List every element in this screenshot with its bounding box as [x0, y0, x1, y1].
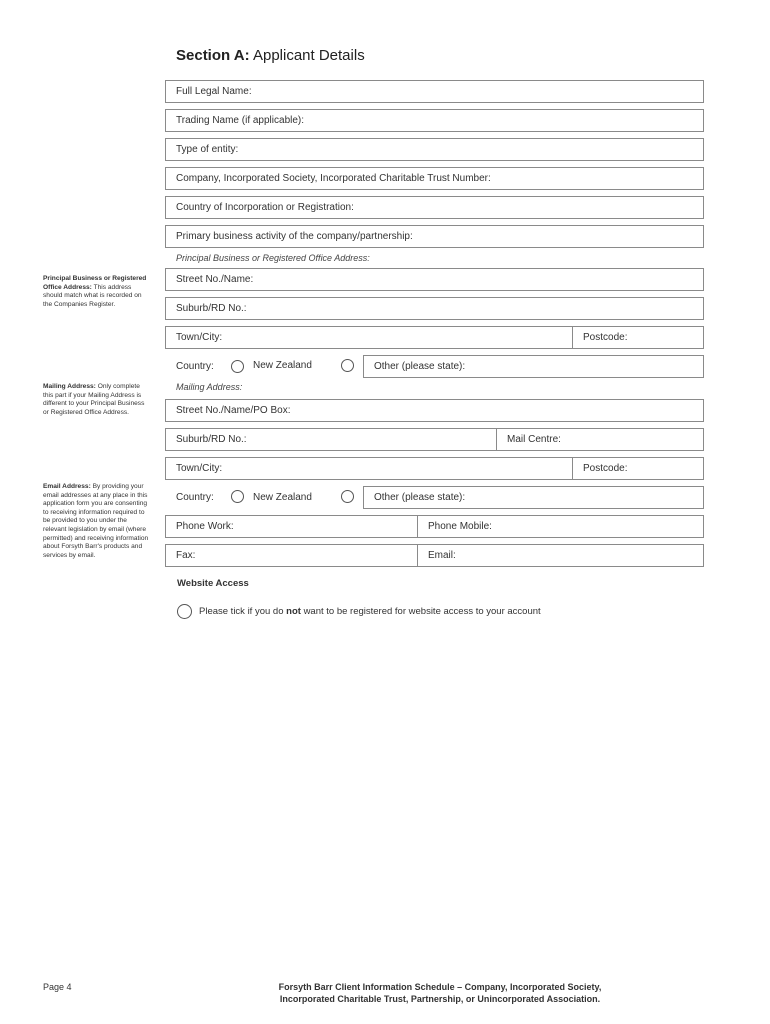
mailing-other-field[interactable] — [363, 486, 704, 509]
full-legal-name-field[interactable] — [165, 80, 704, 103]
section-heading: Applicant Details — [252, 47, 365, 64]
footer-text — [240, 981, 640, 1005]
registration-number-field[interactable] — [165, 167, 704, 190]
mailing-side-note — [43, 383, 151, 417]
email-side-note — [43, 483, 151, 560]
fax-email-row[interactable] — [165, 544, 704, 567]
principal-note-title: Principal Business or Registered Office Address: — [43, 275, 147, 291]
fax-label: Fax: — [176, 550, 196, 561]
principal-town-label: Town/City: — [176, 332, 223, 343]
mailing-suburb-field[interactable] — [165, 428, 704, 451]
country-of-incorporation-label: Country of Incorporation or Registration: — [176, 202, 354, 213]
principal-postcode-label: Postcode: — [583, 332, 628, 343]
mailing-town-field[interactable] — [165, 457, 704, 480]
principal-suburb-field[interactable] — [165, 297, 704, 320]
phone-work-label: Phone Work: — [176, 521, 234, 532]
principal-street-field[interactable] — [165, 268, 704, 291]
mailing-country-label: Country: — [176, 492, 214, 503]
principal-side-note — [43, 275, 151, 309]
trading-name-label: Trading Name (if applicable): — [176, 115, 305, 126]
footer-line-1: Forsyth Barr Client Information Schedule – Company, Incorporated Society, — [278, 982, 602, 992]
website-access-title: Website Access — [177, 578, 249, 589]
registration-number-label: Company, Incorporated Society, Incorporated Charitable Trust Number: — [176, 173, 491, 184]
mailing-nz-radio[interactable] — [231, 490, 244, 503]
mailing-postcode-label: Postcode: — [583, 463, 628, 474]
phone-divider — [417, 516, 418, 537]
principal-other-label: Other (please state): — [374, 361, 466, 372]
primary-business-activity-label: Primary business activity of the company/partnership: — [176, 231, 413, 242]
trading-name-field[interactable] — [165, 109, 704, 132]
type-of-entity-field[interactable] — [165, 138, 704, 161]
footer-line-2: Incorporated Charitable Trust, Partnership, or Unincorporated Association. — [279, 994, 601, 1004]
principal-country-label: Country: — [176, 361, 214, 372]
type-of-entity-label: Type of entity: — [176, 144, 239, 155]
principal-nz-label: New Zealand — [253, 360, 312, 371]
mail-centre-label: Mail Centre: — [507, 434, 561, 445]
mail-centre-divider — [496, 429, 497, 450]
mailing-note-title: Mailing Address: — [43, 383, 96, 390]
phone-mobile-label: Phone Mobile: — [428, 521, 492, 532]
principal-other-field[interactable] — [363, 355, 704, 378]
mailing-other-radio[interactable] — [341, 490, 354, 503]
phone-row[interactable] — [165, 515, 704, 538]
primary-business-activity-field[interactable] — [165, 225, 704, 248]
section-title — [176, 47, 365, 64]
mailing-town-label: Town/City: — [176, 463, 223, 474]
mailing-suburb-label: Suburb/RD No.: — [176, 434, 247, 445]
website-access-text-before: Please tick if you do — [199, 606, 284, 617]
email-note-body: By providing your email addresses at any place in this application form you are consenting to receiving information required to be provided to you under the relevant legislation by email (where permitted) and receiving information about Forsyth Barr's products and services by email. — [43, 483, 149, 559]
mailing-postcode-divider — [572, 458, 573, 479]
mailing-address-heading: Mailing Address: — [176, 382, 243, 392]
email-note-title: Email Address: — [43, 483, 91, 490]
principal-street-label: Street No./Name: — [176, 274, 254, 285]
fax-divider — [417, 545, 418, 566]
mailing-note-body: Only complete this part if your Mailing Address is different to your Principal Business or Registered Office Address. — [43, 383, 145, 416]
principal-other-radio[interactable] — [341, 359, 354, 372]
website-access-text-after: want to be registered for website access to your account — [303, 606, 541, 617]
principal-note-body: This address should match what is recorded on the Companies Register. — [43, 283, 142, 308]
country-of-incorporation-field[interactable] — [165, 196, 704, 219]
principal-postcode-divider — [572, 327, 573, 348]
mailing-nz-label: New Zealand — [253, 492, 312, 503]
mailing-other-label: Other (please state): — [374, 492, 466, 503]
mailing-street-field[interactable] — [165, 399, 704, 422]
principal-address-heading: Principal Business or Registered Office Address: — [176, 253, 370, 263]
principal-town-field[interactable] — [165, 326, 704, 349]
website-access-text — [199, 606, 541, 617]
principal-nz-radio[interactable] — [231, 360, 244, 373]
section-prefix: Section A: — [176, 47, 250, 64]
email-label: Email: — [428, 550, 456, 561]
page-number: Page 4 — [43, 982, 72, 992]
website-access-text-bold: not — [286, 606, 301, 617]
full-legal-name-label: Full Legal Name: — [176, 86, 252, 97]
principal-suburb-label: Suburb/RD No.: — [176, 303, 247, 314]
website-access-radio[interactable] — [177, 604, 192, 619]
mailing-street-label: Street No./Name/PO Box: — [176, 405, 291, 416]
